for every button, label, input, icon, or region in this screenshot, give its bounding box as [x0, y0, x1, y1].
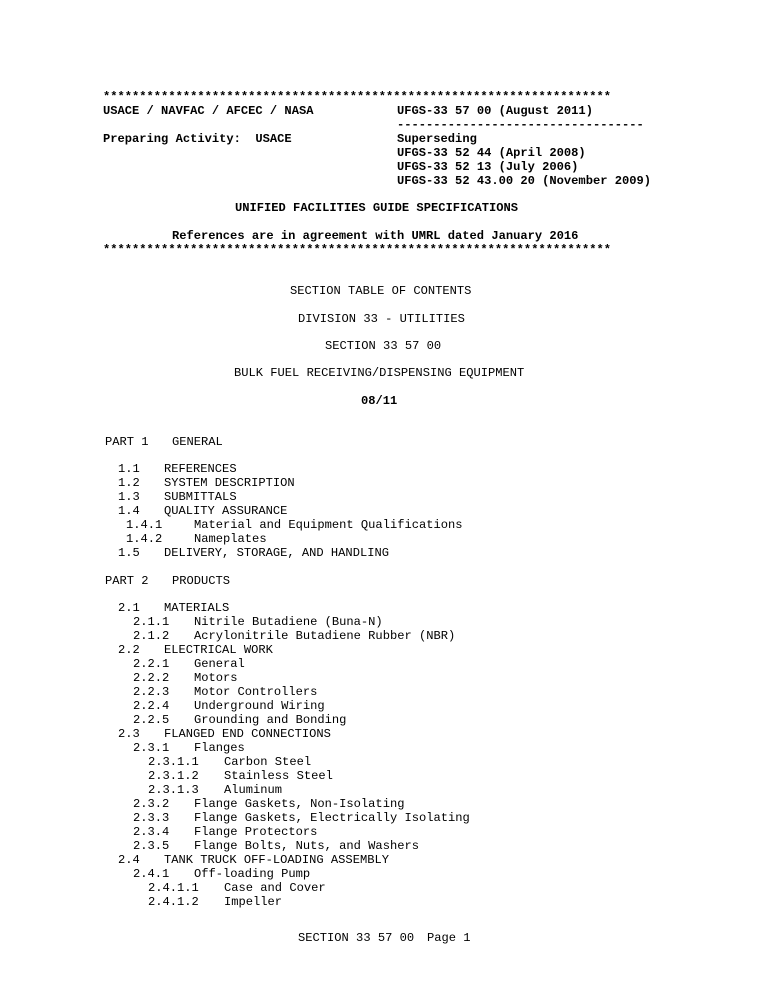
toc-entry-number: 2.4	[118, 853, 140, 867]
division-heading: DIVISION 33 - UTILITIES	[298, 312, 465, 326]
toc-title: SECTION TABLE OF CONTENTS	[290, 284, 472, 298]
toc-entry-number: 2.4.1	[133, 867, 170, 881]
toc-entry-number: 2.4.1.2	[148, 895, 199, 909]
toc-entry-title: FLANGED END CONNECTIONS	[164, 727, 331, 741]
toc-entry-title: Flange Gaskets, Electrically Isolating	[194, 811, 470, 825]
toc-entry-number: 2.2.3	[133, 685, 170, 699]
toc-entry-number: 2.2.2	[133, 671, 170, 685]
toc-entry-number: 1.4.2	[126, 532, 163, 546]
preparing-activity: Preparing Activity: USACE	[103, 132, 292, 146]
toc-entry-title: General	[194, 657, 245, 671]
toc-entry-number: 2.3.2	[133, 797, 170, 811]
toc-entry-number: 2.1	[118, 601, 140, 615]
toc-entry-number: 1.5	[118, 546, 140, 560]
toc-part-number: PART 2	[105, 574, 149, 588]
superseded-spec: UFGS-33 52 43.00 20 (November 2009)	[397, 174, 652, 188]
toc-entry-title: Grounding and Bonding	[194, 713, 347, 727]
toc-entry-title: Underground Wiring	[194, 699, 325, 713]
toc-entry-title: SYSTEM DESCRIPTION	[164, 476, 295, 490]
toc-entry-number: 1.2	[118, 476, 140, 490]
toc-entry-number: 2.1.2	[133, 629, 170, 643]
agency-list: USACE / NAVFAC / AFCEC / NASA	[103, 104, 314, 118]
superseded-spec: UFGS-33 52 13 (July 2006)	[397, 160, 579, 174]
toc-entry-title: Motors	[194, 671, 238, 685]
toc-part-title: GENERAL	[172, 435, 223, 449]
toc-entry-title: MATERIALS	[164, 601, 230, 615]
toc-entry-title: Nameplates	[194, 532, 267, 546]
toc-entry-title: Flange Protectors	[194, 825, 318, 839]
toc-entry-number: 2.2.5	[133, 713, 170, 727]
toc-entry-title: Stainless Steel	[224, 769, 333, 783]
toc-entry-number: 1.4.1	[126, 518, 163, 532]
superseded-spec: UFGS-33 52 44 (April 2008)	[397, 146, 586, 160]
toc-entry-title: Motor Controllers	[194, 685, 318, 699]
toc-entry-number: 2.4.1.1	[148, 881, 199, 895]
footer-page-number: Page 1	[427, 931, 471, 945]
section-name: BULK FUEL RECEIVING/DISPENSING EQUIPMENT	[234, 366, 525, 380]
toc-entry-title: Case and Cover	[224, 881, 326, 895]
toc-entry-title: Material and Equipment Qualifications	[194, 518, 463, 532]
references-note: References are in agreement with UMRL dated January 2016	[172, 229, 579, 243]
toc-entry-title: Off-loading Pump	[194, 867, 311, 881]
toc-entry-title: ELECTRICAL WORK	[164, 643, 273, 657]
guide-title: UNIFIED FACILITIES GUIDE SPECIFICATIONS	[235, 201, 519, 215]
toc-entry-number: 2.1.1	[133, 615, 170, 629]
toc-entry-title: Aluminum	[224, 783, 283, 797]
header-dash-rule: ----------------------------------	[397, 118, 644, 132]
toc-entry-title: REFERENCES	[164, 462, 237, 476]
toc-entry-number: 2.3.1.2	[148, 769, 199, 783]
spec-id: UFGS-33 57 00 (August 2011)	[397, 104, 593, 118]
toc-entry-number: 1.3	[118, 490, 140, 504]
toc-entry-number: 1.4	[118, 504, 140, 518]
toc-entry-number: 2.3.1.1	[148, 755, 199, 769]
toc-entry-number: 2.3.3	[133, 811, 170, 825]
toc-entry-number: 2.3.1	[133, 741, 170, 755]
toc-entry-number: 2.2.1	[133, 657, 170, 671]
header-star-rule: **********************************************************************	[103, 90, 612, 104]
toc-entry-number: 2.3.1.3	[148, 783, 199, 797]
toc-entry-number: 2.3.5	[133, 839, 170, 853]
toc-entry-title: Nitrile Butadiene (Buna-N)	[194, 615, 383, 629]
toc-entry-title: Acrylonitrile Butadiene Rubber (NBR)	[194, 629, 456, 643]
toc-entry-title: Flange Bolts, Nuts, and Washers	[194, 839, 419, 853]
toc-entry-title: Impeller	[224, 895, 283, 909]
toc-entry-number: 2.2	[118, 643, 140, 657]
toc-entry-number: 2.2.4	[133, 699, 170, 713]
toc-entry-number: 2.3	[118, 727, 140, 741]
toc-part-title: PRODUCTS	[172, 574, 231, 588]
toc-entry-title: Carbon Steel	[224, 755, 312, 769]
superseding-label: Superseding	[397, 132, 477, 146]
toc-part-number: PART 1	[105, 435, 149, 449]
toc-entry-title: Flange Gaskets, Non-Isolating	[194, 797, 405, 811]
toc-entry-title: TANK TRUCK OFF-LOADING ASSEMBLY	[164, 853, 389, 867]
toc-entry-title: DELIVERY, STORAGE, AND HANDLING	[164, 546, 389, 560]
toc-entry-number: 2.3.4	[133, 825, 170, 839]
footer-section-label: SECTION 33 57 00	[298, 931, 415, 945]
header-star-rule: **********************************************************************	[103, 243, 612, 257]
toc-entry-title: SUBMITTALS	[164, 490, 237, 504]
date-code: 08/11	[361, 394, 398, 408]
toc-entry-title: Flanges	[194, 741, 245, 755]
section-heading: SECTION 33 57 00	[325, 339, 442, 353]
toc-entry-title: QUALITY ASSURANCE	[164, 504, 288, 518]
toc-entry-number: 1.1	[118, 462, 140, 476]
